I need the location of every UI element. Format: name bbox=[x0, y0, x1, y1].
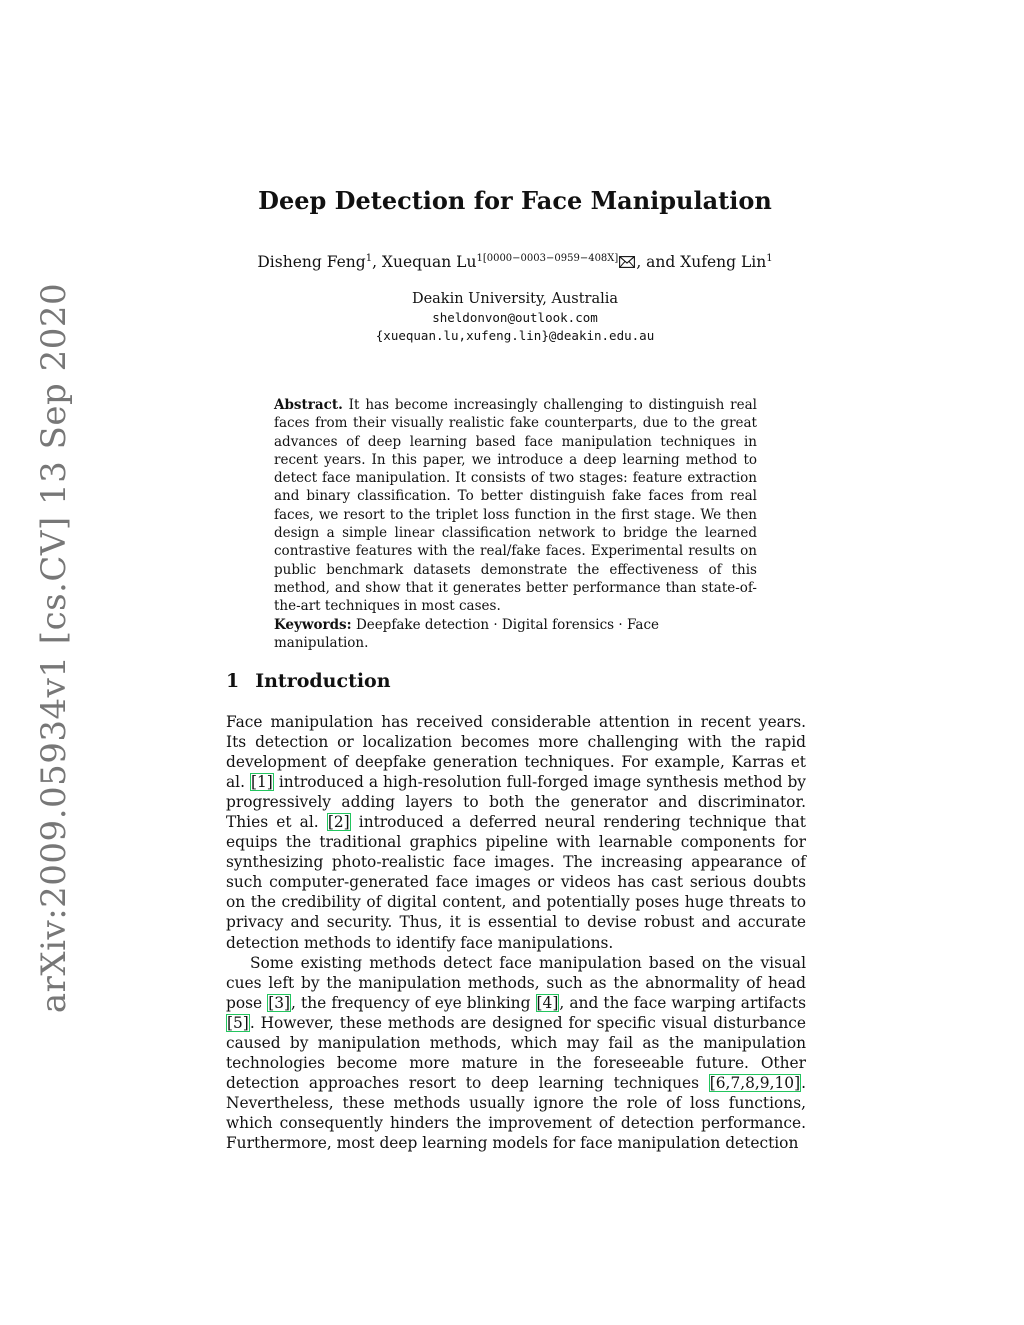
author-orcid-superscript[interactable]: 1[0000−0003−0959−408X] bbox=[476, 253, 619, 264]
author-separator: , and bbox=[636, 253, 681, 272]
paragraph-text: introduced a high-resolution full-forged image synthesis method by progressively adding layers to both the generator and discriminator. Thies et al. bbox=[226, 773, 806, 832]
keywords bbox=[274, 616, 757, 653]
author-list bbox=[160, 253, 870, 271]
keywords-text: Deepfake detection · Digital forensics · Face manipulation. bbox=[274, 617, 660, 652]
paragraph-text: . Nevertheless, these methods usually ignore the role of loss functions, which consequently hinders the improvement of detection performance. Furthermore, most deep learning models for face manipulation detection bbox=[226, 1073, 806, 1152]
paragraph-text: . However, these methods are designed for specific visual disturbance caused by manipulation methods, which may fail as the manipulation technologies become more mature in the foreseeable future. Other detection approaches resort to deep learning techniques bbox=[226, 1013, 806, 1092]
paragraph-text: Some existing methods detect face manipulation based on the visual cues left by the manipulation methods, such as the abnormality of head pose bbox=[226, 953, 806, 1012]
section-number: 1 bbox=[226, 670, 240, 692]
citation-link[interactable]: [5] bbox=[227, 1013, 249, 1032]
paragraph bbox=[226, 712, 806, 953]
author-name: Xufeng Lin bbox=[680, 253, 767, 272]
author-superscript: 1 bbox=[766, 253, 773, 264]
abstract bbox=[274, 396, 757, 616]
paragraph bbox=[226, 953, 806, 1153]
paper-title: Deep Detection for Face Manipulation bbox=[258, 186, 772, 215]
envelope-icon bbox=[619, 254, 635, 266]
keywords-label: Keywords: bbox=[274, 617, 352, 633]
paragraph-text: , and the face warping artifacts bbox=[559, 993, 806, 1012]
citation-link[interactable]: [2] bbox=[327, 813, 350, 832]
author-superscript: 1 bbox=[365, 253, 373, 264]
section-title: Introduction bbox=[255, 670, 391, 692]
abstract-text: It has become increasingly challenging to distinguish real faces from their visually realistic fake counterparts, due to the great advances of deep learning based face manipulation techniques in recent years. In this paper, we introduce a deep learning method to detect face manipulation. It consists of two stages: feature extraction and binary classification. To better distinguish fake faces from real faces, we resort to the triplet loss function in the first stage. We then design a simple linear classification network to bridge the learned contrastive features with the real/fake faces. Experimental results on public benchmark datasets demonstrate the effectiveness of this method, and show that it generates better performance than state-of-the-art techniques in most cases. bbox=[274, 397, 757, 615]
body-text bbox=[226, 712, 806, 1153]
citation-link[interactable]: [1] bbox=[251, 773, 273, 792]
paragraph-text: introduced a deferred neural rendering technique that equips the traditional graphics pipeline with learnable components for synthesizing photo-realistic face images. The increasing appearance of such computer-generated face images or videos has cast serious doubts on the credibility of digital content, and potentially poses huge threats to privacy and security. Thus, it is essential to devise robust and accurate detection methods to identify face manipulations. bbox=[226, 813, 806, 952]
citation-link[interactable]: [3] bbox=[268, 993, 291, 1012]
author-name: Xuequan Lu bbox=[381, 253, 477, 272]
section-heading bbox=[226, 670, 391, 692]
abstract-label: Abstract. bbox=[274, 397, 343, 413]
author-separator: , bbox=[372, 253, 382, 272]
email-address[interactable]: sheldonvon@outlook.com bbox=[432, 309, 598, 325]
author-name: Disheng Feng bbox=[257, 253, 366, 272]
citation-link[interactable]: [6,7,8,9,10] bbox=[709, 1073, 801, 1092]
institution: Deakin University, Australia bbox=[411, 291, 619, 307]
paragraph-text: , the frequency of eye blinking bbox=[291, 993, 536, 1012]
paragraph-text: Face manipulation has received considerable attention in recent years. Its detection or localization becomes more challenging with the rapid development of deepfake generation techniques. For example, Karras et al. bbox=[226, 713, 806, 792]
email-address[interactable]: {xuequan.lu,xufeng.lin}@deakin.edu.au bbox=[375, 328, 655, 343]
citation-link[interactable]: [4] bbox=[536, 993, 559, 1012]
arxiv-identifier: arXiv:2009.05934v1 [cs.CV] 13 Sep 2020 bbox=[34, 282, 74, 1014]
affiliation-block bbox=[220, 290, 810, 346]
